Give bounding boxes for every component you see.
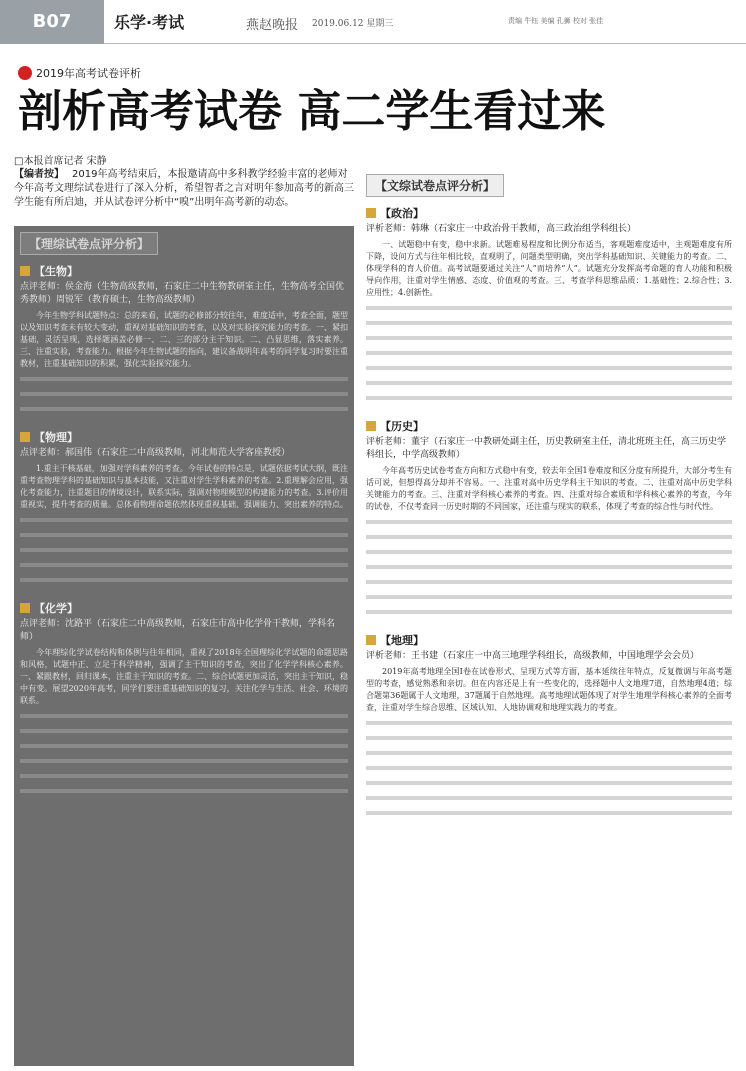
review-text: 1.重主干核基础，加强对学科素养的考查。今年试卷的特点是，试题依据考试大纲，既注重考查物理学科的基础知识与基本技能，又注重对学生学科素养的考查。2.重理解会应用，强化考查能力，注重题目的情境设计，联系实际，强调对物理模型的构建能力的考查。3.评价用重视实，提升考查的质量。总体看物理命题依然体现重视基础、强调能力、突出素养的特点。 (20, 464, 348, 509)
text-lines (20, 544, 348, 556)
page-number-tab: B07 (0, 0, 104, 44)
newspaper-name: 燕赵晚报 (246, 18, 299, 33)
editor-note-tag: 【编者按】 (14, 169, 64, 180)
text-lines (366, 591, 732, 603)
subject-biology (20, 263, 348, 415)
subject-title: 【地理】 (366, 632, 732, 648)
page-header (0, 0, 746, 44)
text-lines (20, 710, 348, 722)
review-text: 今年生物学科试题特点：总的来看，试题的必修部分较往年，难度适中，考查全面，题型以及知识考查未有较大变动，重视对基础知识的考查，以及对实验探究能力的考查。一、紧扣基础，灵活呈现，选择题涵盖必修一、二、三的部分主干知识。二、凸显思维，落实素养。三、注重实验，考查能力。根据今年生物试题的指向，建议备战明年高考的同学复习时要注重教材，注重基础知识的积累，强化实验探究能力。 (20, 311, 348, 368)
subject-physics (20, 429, 348, 586)
subject-title: 【化学】 (20, 600, 348, 616)
text-lines (366, 606, 732, 618)
text-lines (366, 561, 732, 573)
subject-history (366, 418, 732, 618)
section-name: 乐学·考试 (114, 13, 185, 32)
editor-note (14, 168, 354, 210)
text-lines (20, 388, 348, 400)
text-lines (366, 732, 732, 744)
subject-politics (366, 205, 732, 404)
text-lines (20, 373, 348, 385)
article-headline: 剖析高考试卷 高二学生看过来 (18, 86, 606, 137)
text-lines (366, 516, 732, 528)
text-lines (20, 574, 348, 586)
text-lines (366, 302, 732, 314)
review-text: 今年高考历史试卷考查方向和方式稳中有变，较去年全国1卷难度和区分度有所提升，大部分考生有话可说，但想得高分却并不容易。一、注重对高中历史学科主干知识的考查。二、注重对高中历史学科关键能力的考查。三、注重对学科核心素养的考查。四、注重对综合素质和学科核心素养的考查，今年的试卷，不仅考查同一历史时期的不同国家，还注重与现实的联系，体现了考查的综合性与时代性。 (366, 466, 732, 511)
text-lines (366, 717, 732, 729)
science-review-panel (14, 226, 354, 1066)
subject-title: 【生物】 (20, 263, 348, 279)
science-panel-title: 【理综试卷点评分析】 (20, 232, 158, 255)
reviewer-info: 评析老师：王书建（石家庄一中高三地理学科组长，高级教师，中国地理学会会员） (366, 651, 700, 661)
liberal-arts-panel-title: 【文综试卷点评分析】 (366, 174, 504, 197)
review-text: 2019年高考地理全国Ⅰ卷在试卷形式、呈现方式等方面，基本延续往年特点，反复微调与年高考题型的考查，感觉熟悉和亲切。但在内容还是上有一些变化的，选择题中人文地理7道，自然地理4道；综合题第36题属于人文地理，37题属于自然地理。高考地理试题体现了对学生地理学科核心素养的全面考查，注重对学生综合思维、区域认知、人地协调观和地理实践力的考查。 (366, 667, 732, 712)
issue-date: 2019.06.12 星期三 (312, 19, 394, 29)
text-lines (366, 332, 732, 344)
text-lines (366, 362, 732, 374)
review-text: 一、试题稳中有变，稳中求新。试题难易程度和比例分布适当，客观题难度适中，主观题难度有所下降，设问方式与往年相比较，直观明了，问题类型明确，突出学科基础知识、关键能力的考查。二、体现学科的育人价值。高考试题要通过关注“人”而培养“人”。试题充分发挥高考命题的育人功能和积极导向作用，注重对学生情感、态度、价值观的考查。三、考查学科思维品质：1.基础性；2.综合性；3.应用性；4.创新性。 (366, 240, 732, 297)
subject-title: 【政治】 (366, 205, 732, 221)
reviewer-info: 评析老师：韩琳（石家庄一中政治骨干教师，高三政治组学科组长） (366, 224, 637, 234)
headline-banner (0, 62, 746, 144)
reviewer-info: 评析老师：董宇（石家庄一中教研处副主任，历史教研室主任，清北班班主任，高三历史学科组长，中学高级教师） (366, 437, 727, 460)
review-text: 今年理综化学试卷结构和体例与往年相同，重视了2018年全国理综化学试题的命题思路和风格，试题中正、立足于科学精神，强调了主干知识的考查，突出了化学学科核心素养。一、紧跟教材，回归课本，注重主干知识的考查。二、综合试题更加灵活，突出主干知识，稳中有变。展望2020年高考，同学们要注重基础知识的复习，关注化学与生活、社会、环境的联系。 (20, 648, 348, 705)
subject-chemistry (20, 600, 348, 797)
text-lines (366, 747, 732, 759)
text-lines (366, 347, 732, 359)
text-lines (366, 377, 732, 389)
editor-note-text: 2019年高考结束后，本报邀请高中多科教学经验丰富的老师对今年高考文理综试卷进行了深入分析，希望智者之言对明年参加高考的新高三学生能有所启迪，并从试卷评分析中“嗅”出明年高考新的动态。 (14, 169, 354, 208)
text-lines (366, 777, 732, 789)
text-lines (20, 514, 348, 526)
newspaper-logo-icon (18, 66, 32, 80)
subject-geography (366, 632, 732, 819)
text-lines (20, 559, 348, 571)
text-lines (366, 317, 732, 329)
subject-title: 【物理】 (20, 429, 348, 445)
kicker-text: 2019年高考试卷评析 (36, 67, 141, 80)
text-lines (20, 785, 348, 797)
reviewer-info: 点评老师：郝国伟（石家庄二中高级教师，河北师范大学客座教授） (20, 448, 291, 458)
reviewer-info: 点评老师：侯金海（生物高级教师，石家庄二中生物教研室主任，生物高考全国优秀教师）周锐军（教育硕士，生物高级教师） (20, 282, 345, 305)
editor-credits: 责编 牛钰 美编 孔狮 校对 张佳 (508, 17, 604, 25)
text-lines (20, 725, 348, 737)
text-lines (20, 403, 348, 415)
text-lines (366, 762, 732, 774)
text-lines (366, 531, 732, 543)
text-lines (20, 755, 348, 767)
text-lines (20, 770, 348, 782)
text-lines (20, 740, 348, 752)
text-lines (366, 792, 732, 804)
text-lines (366, 807, 732, 819)
text-lines (366, 576, 732, 588)
liberal-arts-review-panel (360, 168, 738, 1066)
byline: □本报首席记者 宋静 (14, 156, 107, 167)
text-lines (20, 529, 348, 541)
subject-title: 【历史】 (366, 418, 732, 434)
text-lines (366, 392, 732, 404)
reviewer-info: 点评老师：沈路平（石家庄二中高级教师，石家庄市高中化学骨干教师，学科名师） (20, 619, 336, 642)
text-lines (366, 546, 732, 558)
